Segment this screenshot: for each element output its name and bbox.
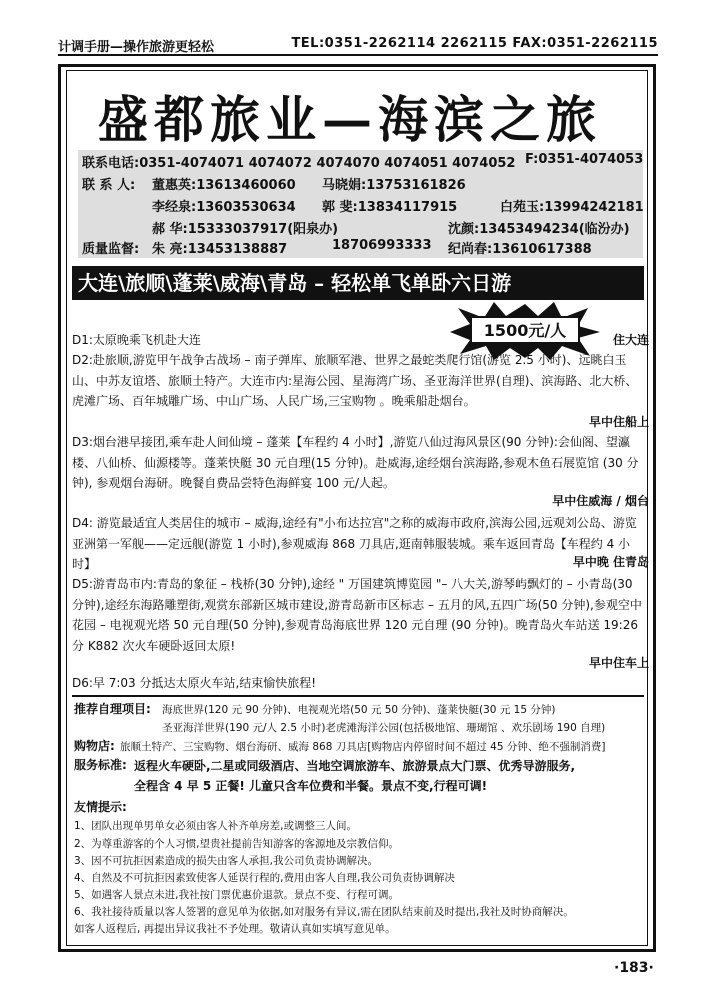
quality-label: 质量监督:	[82, 242, 140, 257]
day-1: D1:太原晚乘飞机赴大连	[72, 333, 201, 347]
day-3-stay: 早中住威海 / 烟台	[552, 494, 649, 508]
day-1-stay: 住大连	[612, 333, 649, 347]
contact-panel	[78, 150, 643, 258]
price-tag: 1500元/人	[470, 316, 580, 344]
day-4: D4: 游览最适宜人类居住的城市 – 威海,途经有"小布达拉宫"之称的威海市政府,滨海公园,远观刘公岛、游览亚洲第一军舰——定远舰(游览 1 小时),参观威海 868 刀具店,逛南韩服装城。乘车返回青岛【车程约 4 小时】	[72, 516, 637, 572]
header-contact: TEL:0351-2262114 2262115 FAX:0351-2262115	[291, 36, 658, 51]
recommend-label: 推荐自理项目:	[74, 702, 151, 716]
shopping-text: 旅顺土特产、三宝购物、烟台海研、威海 868 刀具店[购物店内停留时间不超过 45 分钟、绝不强制消费]	[120, 741, 606, 753]
route-banner: 大连\旅顺\蓬莱\威海\青岛 – 轻松单飞单卧六日游	[72, 266, 644, 300]
recommend-line-1: 海底世界(120 元 90 分钟)、电视观光塔(50 元 50 分钟)、蓬莱快艇(30 元 15 分钟)	[162, 704, 556, 716]
tip-7: 如客人返程后, 再提出异议我社不予处理。敬请认真如实填写意见单。	[74, 923, 396, 935]
contact-ma: 马晓娟:13753161826	[322, 178, 466, 193]
page-header	[58, 28, 658, 56]
contact-shen: 沈颜:13453494234(临汾办)	[448, 222, 630, 237]
tip-6: 6、我社接待质量以客人签署的意见单为依据,如对服务有异议,需在团队结束前及时提出,我社及时协商解决。	[74, 906, 574, 918]
contact-zhu: 朱 亮:13453138887	[152, 242, 288, 257]
day-4-stay: 早中晚 住青岛	[572, 555, 649, 569]
phone-line: 联系电话:0351-4074071 4074072 4074070 4074051 4074052	[82, 156, 516, 171]
day-6: D6:早 7:03 分抵达太原火车站,结束愉快旅程!	[72, 676, 317, 690]
contact-hao: 郝 华:15333037917(阳泉办)	[152, 222, 339, 237]
tip-3: 3、因不可抗拒因素造成的损失由客人承担,我公司负责协调解决。	[74, 855, 379, 867]
divider	[72, 695, 644, 697]
tip-4: 4、自然及不可抗拒因素致使客人延误行程的,费用由客人自理,我公司负责协调解决	[74, 872, 455, 884]
shopping-label: 购物店:	[74, 739, 115, 753]
page-number: ·183·	[614, 960, 654, 976]
day-2: D2:赴旅顺,游览甲午战争古战场 – 南子弹库、旅顺军港、世界之最蛇类爬行馆(游览 2.5 小时)、远眺白玉山、中苏友谊塔、旅顺土特产。大连市内:星海公园、星海湾广场、圣亚海洋世界(自理)、滨海路、北大桥、虎滩广场、百年城雕广场、中山广场、人民广场,三宝购物 。晚乘船赴烟台。	[72, 353, 638, 409]
contact-zhu-2: 18706993333	[332, 238, 432, 253]
page-title: 盛都旅业—海滨之旅	[98, 90, 602, 149]
contact-bai: 白苑玉:13994242181	[500, 200, 644, 215]
recommend-line-2: 圣亚海洋世界(190 元/人 2.5 小时)老虎滩海洋公园(包括极地馆、珊瑚馆 、欢乐剧场 190 自理)	[162, 722, 606, 734]
tip-5: 5、如遇客人景点未进,我社按门票优惠价退款。景点不变、行程可调。	[74, 889, 400, 901]
tips-label: 友情提示:	[74, 800, 127, 814]
header-slogan: 计调手册—操作旅游更轻松	[58, 40, 215, 55]
day-3: D3:烟台港早接团,乘车赴人间仙境 – 蓬莱【车程约 4 小时】,游览八仙过海风景区(90 分钟):会仙阁、望瀛楼、八仙桥、仙源楼等。蓬莱快艇 30 元自理(15 分钟)。赴威海,途经烟台滨海路,参观木鱼石展览馆 (30 分钟), 参观烟台海研。晚餐自费品尝特色海鲜宴 100 元/人起。	[72, 435, 639, 491]
tip-1: 1、团队出现单男单女必须由客人补齐单房差,或调整三人间。	[74, 820, 358, 832]
tip-2: 2、为尊重游客的个人习惯,望贵社提前告知游客的客源地及宗教信仰。	[74, 838, 400, 850]
service-line-2: 全程含 4 早 5 正餐! 儿童只含车位费和半餐。景点不变,行程可调!	[134, 779, 488, 793]
day-5-stay: 早中住车上	[588, 656, 649, 670]
contact-ji: 纪尚春:13610617388	[448, 242, 592, 257]
day-2-stay: 早中住船上	[588, 415, 649, 429]
service-line-1: 返程火车硬卧,二星或同级酒店、当地空调旅游车、旅游景点大门票、优秀导游服务,	[134, 759, 576, 773]
contact-guo: 郭 斐:13834117915	[322, 200, 458, 215]
day-5: D5:游青岛市内:青岛的象征 – 栈桥(30 分钟),途经 " 万国建筑博览园 "– 八大关,游琴屿飘灯的 – 小青岛(30 分钟),途经东海路雕塑街,观赏东部新区城市建设,游青岛新市区标志 – 五月的风,五四广场(50 分钟),参观空中花园 – 电视观光塔 50 元自理(50 分钟),参观青岛海底世界 120 元自理 (90 分钟)。晚青岛火车站送 19:26 分 K882 次火车硬卧返回太原!	[72, 577, 642, 653]
contact-li: 李经泉:13603530634	[152, 200, 296, 215]
contact-dong: 董惠英:13613460060	[152, 178, 296, 193]
contact-label: 联 系 人:	[82, 178, 136, 193]
fax-number: F:0351-4074053	[525, 152, 644, 167]
service-label: 服务标准:	[74, 758, 127, 772]
